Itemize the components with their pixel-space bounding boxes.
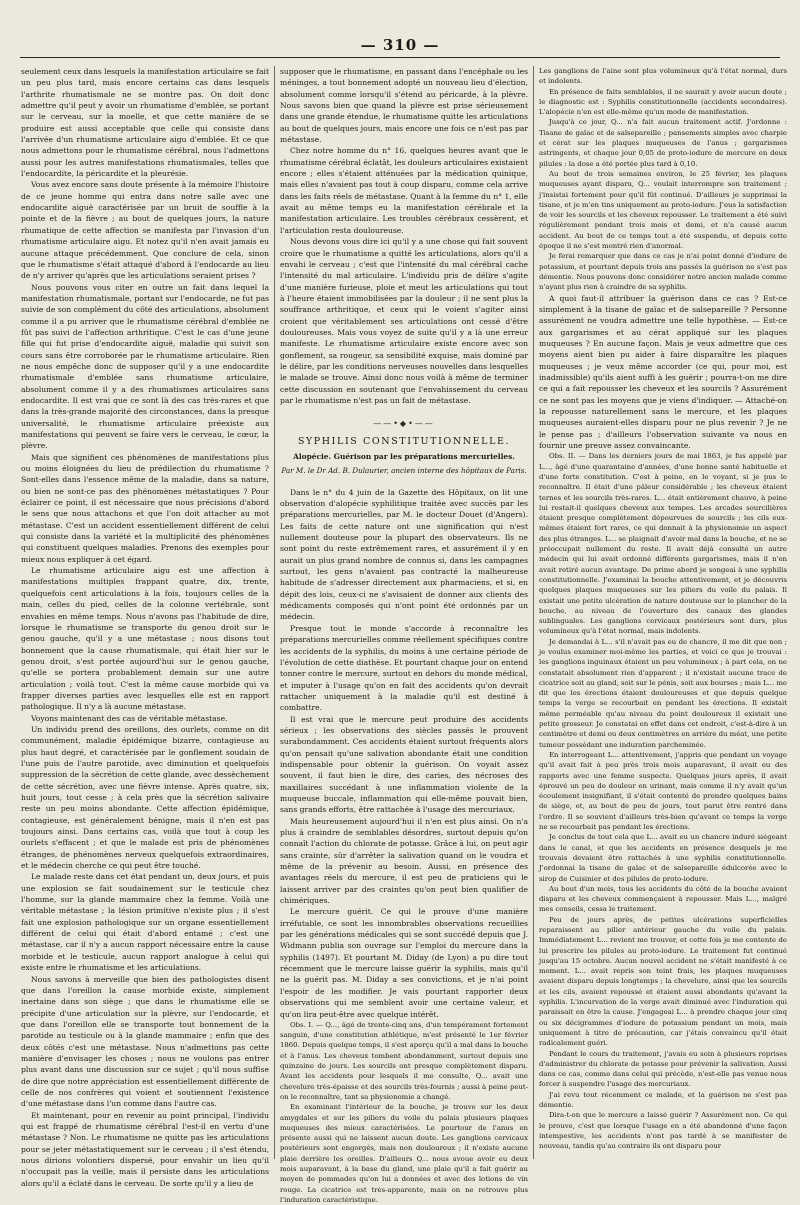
paragraph: supposer que le rhumatisme, en passant dans l'encéphale ou les méninges, a tout bonnement adopté un nouveau lieu d'élection, absolument comme lorsqu'il s'étend au péricarde, à la plèvre. Nous savons bien que quand la plèvre est prise sérieusement dans une grande étendue, le rhumatisme quitte les articulations au bout de quelques jours, mais encore une fois ce n'est pas par métastase. — [280, 67, 528, 145]
paragraph: Je conclus de tout cela que L... avait eu un chancre induré siégeant dans le canal, et que les accidents en présence desquels je me trouvais devaient être rattachés à une syphilis constitutionnelle. J'ordonnai la tisane de gaïac et de salsepareille édulcorée avec le sirop de Cuisinier et des pilules de proto-iodure. — [539, 833, 787, 883]
paragraph: Le malade reste dans cet état pendant un, deux jours, et puis une explosion se fait soudainement sur le testicule chez l'homme, sur la glande mammaire chez la femme. Voilà une véritable métastase ; la lésion primitive n'existe plus ; il s'est fait une explosion pathologique sur un organe essentiellement différent de celui qui était d'abord entamé ; c'est une métastase, car il n'y a aucun rapport nécessaire entre la cause morbide et le testicule, aucun rapport analogue à celui qui existe entre le rhumatisme et les articulations. — [21, 872, 269, 973]
section-subtitle: Alopécie. Guérison par les préparations mercurielles. — [293, 452, 515, 461]
paragraph: Et maintenant, pour en revenir au point principal, l'individu qui est frappé de rhumatisme cérébral l'est-il en vertu d'une métastase ? Non. Le rhumatisme ne quitte pas les articulations pour se jeter métastatiquement sur le cerveau ; il s'est étendu, nous dirions volontiers dispersé, pour envahir un lieu qu'il n'occupait pas la veille, mais il persiste dans les articulations alors qu'il a éclaté dans le cerveau. De sorte qu'il y a lieu de — [21, 1110, 269, 1188]
paragraph: Mais heureusement aujourd'hui il n'en est plus ainsi. On n'a plus à craindre de semblables désordres, surtout depuis qu'on connaît l'action du chlorate de potasse. Grâce à lui, on peut agir sans crainte, sûr d'arrêter la salivation quand on le voudra et même de la prévenir au besoin. Aussi, en présence des avantages réels du mercure, il est peu de praticiens qui le laissent arriver par des craintes qu'on peut bien qualifier de chimériques. — [280, 816, 528, 906]
paragraph: J'ai revu tout récemment ce malade, et la guérison ne s'est pas démentie. — [539, 1090, 787, 1110]
paragraph: Pendant le cours du traitement, j'avais eu soin à plusieurs reprises d'administrer du chlorate de potasse pour prévenir la salivation. Aussi dans ce cas, comme dans celui qui précède, n'est-elle pas venue nous forcer à suspendre l'usage des mercuriaux. — [539, 1049, 787, 1089]
paragraph: Obs. II. — Dans les derniers jours de mai 1863, je fus appelé par L..., âgé d'une quarantaine d'années, d'une bonne santé habituelle et d'une forte constitution. C'est à peine, en le voyant, si je pus le reconnaître. Il était d'une pâleur considérable ; les cheveux étaient ternes et les sourcils très-rares. L... était entièrement chauve, à peine lui restait-il quelques cheveux aux tempes. Les arcades sourcilières étaient presque complètement dépourvues de sourcils ; les cils eux-mêmes étaient fort rares, ce qui donnait à la physionomie un aspect des plus étranges. L... se plaignait d'avoir mal dans la bouche, et ne se préoccupait nullement du reste. Il avait déjà consulté un autre médecin qui lui avait ordonné différents gargarismes, mais il n'en avait retiré aucun avantage. De prime abord je songeai à une syphilis constitutionnelle. J'examinai la bouche attentivement, et je découvris quelques plaques muqueuses sur les piliers du voile du palais. Il existait une petite ulcération de nature douteuse sur le plancher de la bouche, au niveau de l'ouverture des canaux des glandes sublinguales. Les ganglions cervicaux postérieurs sont durs, plus volumineux qu'à l'état normal, mais indolents. — [539, 452, 787, 636]
paragraph: Mais que signifient ces phénomènes de manifestations plus ou moins éloignées du lieu de prédilection du rhumatisme ? Sont-elles dans l'essence même de la maladie, dans sa nature, ou bien ne sont-ce pas des phénomènes métastatiques ? Pour éclairer ce point, il est nécessaire que nous précisions d'abord le sens que nous attachons et que l'on doit attacher au mot métastase. C'est un accident essentiellement différent de celui qui consiste dans la variété et la multiplicité des phénomènes qui constituent quelques maladies. Prenons des exemples pour mieux nous expliquer à cet égard. — [21, 452, 269, 564]
section-title: SYPHILIS CONSTITUTIONNELLE. — [297, 435, 511, 447]
paragraph: Le rhumatisme articulaire aigu est une affection à manifestations multiples frappant quatre, dix, trente, quelquefois cent articulations à la fois, toujours celles de la main, celles du pied, celles de la colonne vertébrale, sont envahies en même temps. Nous n'avons pas l'habitude de dire, lorsque le rhumatisme se transporte du genou droit sur le genou gauche, qu'il y a une métastase ; nous disons tout bonnement que la cause rhumatismale, qui était hier sur le genou droit, s'est portée aujourd'hui sur le genou gauche, qu'elle se portera probablement demain sur une autre articulation ; voilà tout. C'est la même cause morbide qui va frapper diverses parties avec lesquelles elle est en rapport pathologique. Il n'y a là aucune métastase. — [21, 566, 269, 712]
paragraph: Voyons maintenant des cas de véritable métastase. — [31, 713, 228, 723]
column-1 — [21, 66, 269, 1188]
paragraph: Peu de jours après, de petites ulcérations superficielles reparaissent au pilier antérieur gauche du voile du palais. Immédiatement L... revient me trouver, et cette fois je me contente de lui prescrire les pilules au proto-iodure. Le traitement fut continué jusqu'au 15 octobre. Aucun nouvel accident ne s'était manifesté à ce moment. L... avait repris son teint frais, les plaques muqueuses avaient disparu depuis longtemps ; la chevelure, ainsi que les sourcils et les cils, avaient repoussé et étaient aussi abondants qu'avant la syphilis. L'incurvation de la verge avait diminué avec l'induration qui paraissait en être la cause. J'engageai L... à prendre chaque jour cinq ou six décigrammes d'iodure de potassium pendant un mois, mais uniquement à titre de précaution, car j'étais convaincu qu'il était radicalement guéri. — [539, 915, 787, 1048]
page-number: — 310 — — [360, 36, 440, 54]
header-rule — [20, 57, 780, 58]
paragraph: Vous avez encore sans doute présente à la mémoire l'histoire de ce jeune homme qui entra dans notre salle avec une endocardite aiguë caractérisée par un bruit de souffle à la pointe et de la fièvre ; au bout de quelques jours, la nature rhumatique de cette affection se manifesta par l'invasion d'un rhumatisme articulaire aigu. Et notez qu'il n'en avait jamais eu aucune attaque précédemment. Que conclure de cela, sinon que le rhumatisme s'était attaqué d'abord à l'endocarde au lieu de n'y arriver qu'après que les articulations seraient prises ? — [21, 180, 269, 281]
paragraph: Au bout d'un mois, tous les accidents du côté de la bouche avaient disparu et les cheveux commençaient à repousser. Mais L..., malgré mes conseils, cessa le traitement. — [539, 884, 787, 914]
column-separator — [533, 66, 534, 1159]
paragraph: seulement ceux dans lesquels la manifestation articulaire se fait un peu plus tard, mais encore certains cas dans lesquels l'arthrite rhumatismale ne se montre pas. On doit donc admettre qu'il peut y avoir un rhumatisme d'emblée, se portant sur le cerveau, sur la moelle, et que cette manière de se produire est aussi acceptable que celle qui consiste dans l'arrivée d'un rhumatisme articulaire aigu d'emblée. Et ce que nous admettons pour le rhumatisme cérébral, nous l'admettons aussi pour les autres manifestations rhumatismales, telles que l'endocardite, la péricardite et la pleurésie. — [21, 67, 269, 179]
paragraph: Chez notre homme du n° 16, quelques heures avant que le rhumatisme cérébral éclatât, les douleurs articulaires existaient encore ; elles s'étaient atténuées par la médication quinique, mais elles n'avaient pas tout à coup disparu, comme cela arrive dans les faits réels de métastase. Quant à la femme du n° 1, elle avait au même temps eu la manifestation cérébrale et la manifestation articulaire. Les troubles cérébraux cessèrent, et l'articulation resta douloureuse. — [280, 146, 528, 235]
paragraph: Au bout de trois semaines environ, le 25 février, les plaques muqueuses ayant disparu, Q... voulait interrompre son traitement ; j'insistai fortement pour qu'il fût continué. D'ailleurs je supprimai la tisane, et je m'en tins uniquement au proto-iodure. J'eus la satisfaction de voir les sourcils et les cheveux repousser. Le traitement a été suivi régulièrement pendant trois mois et demi, et n'a causé aucun accident. Au bout de ce temps tout a été suspendu, et depuis cette époque il ne s'est montré rien d'anormal. — [539, 169, 787, 251]
paragraph: Les ganglions de l'aine sont plus volumineux qu'à l'état normal, durs et indolents. — [539, 67, 787, 86]
paragraph: Jusqu'à ce jour, Q... n'a fait aucun traitement actif. J'ordonne : Tisane de gaïac et de salsepareille ; pansements simples avec charpie et cérat sur les plaques muqueuses de l'anus ; gargarismes astringents, et chaque jour 0,05 de proto-iodure de mercure en deux pilules : la dose a été portée plus tard à 0,10. — [539, 118, 787, 168]
column-separator — [274, 66, 275, 1159]
paragraph: Dans le n° du 4 juin de la Gazette des Hôpitaux, on lit une observation d'alopécie syphilitique traitée avec succès par les préparations mercurielles, par M. le docteur Douet (d'Angers). Les faits de cette nature ont une signification qui n'est nullement douteuse pour la plupart des observateurs. Ils ne sont point du reste extrêmement rares, et assurément il y en aurait un plus grand nombre de connus si, dans les campagnes surtout, les gens n'avaient pas contracté la malheureuse habitude de s'adresser directement aux pharmaciens, et si, en dépit des lois, ceux-ci ne s'avisaient de donner aux clients des médicaments composés qui n'ont point été ordonnés par un médecin. — [280, 487, 528, 622]
paragraph: Presque tout le monde s'accorde à reconnaître les préparations mercurielles comme réellement spécifiques contre les accidents de la syphilis, du moins à une certaine période de l'évolution de cette diathèse. Et pourtant chaque jour on entend tonner contre le mercure, surtout en dehors du monde médical, et imputer à l'usage qu'on en fait des accidents qu'on devrait rattacher uniquement à la maladie qu'il est destiné à combattre. — [280, 623, 528, 713]
paragraph: Je ferai remarquer que dans ce cas je n'ai point donné d'iodure de potassium, et pourtant depuis trois ans passés la guérison ne s'est pas démentie. Nous pouvons donc considérer notre ancien malade comme n'ayant plus rien à craindre de sa syphilis. — [539, 252, 787, 292]
paragraph: Dira-t-on que le mercure a laissé guérir ? Assurément non. Ce qui le prouve, c'est que lorsque l'usage en a été abandonné d'une façon intempestive, les accidents n'ont pas tardé à se manifester de nouveau, tandis qu'au contraire ils ont disparu pour — [539, 1111, 787, 1151]
paragraph: Obs. I. — Q..., âgé de trente-cinq ans, d'un tempérament fortement sanguin, d'une constitution athlétique, m'est présenté le 1er février 1860. Depuis quelque temps, il s'est aperçu qu'il a mal dans la bouche et à l'anus. Les cheveux tombent abondamment, surtout depuis une quinzaine de jours. Les sourcils ont presque complètement disparu. Avant les accidents pour lesquels il me consulte, Q... avait une chevelure très-épaisse et des sourcils très-fournis ; aussi à peine peut-on le reconnaître, tant sa physionomie a changé. — [280, 1020, 528, 1101]
paragraph: Je demandai à L... s'il n'avait pas eu de chancre, il me dit que non ; je voulus examiner moi-même les parties, et voici ce que je trouvai : les ganglions inguinaux étaient un peu volumineux ; à part cela, on ne constatait absolument rien d'apparent ; il n'existait aucune trace de cicatrice soit au gland, soit sur le pénis, soit aux bourses ; mais L... me dit que les érections étaient douloureuses et que depuis quelque temps la verge se recourbait en pendant les érections. Il existait même perméable qu'au niveau du point douloureux il existait une petite grosseur. Je constatai en effet dans cet endroit, c'est-à-dire à un centimètre et demi ou deux centimètres en arrière du méat, une petite tumeur possédant une induration parcheminée. — [539, 637, 787, 749]
section-author: Par M. le Dr Ad. B. Dulaurier, ancien interne des hôpitaux de Paris. — [281, 466, 527, 476]
column-3 — [539, 66, 787, 1161]
column-2 — [280, 66, 528, 1204]
paragraph: Il est vrai que le mercure peut produire des accidents sérieux ; les observations des siècles passés le prouvent surabondamment. Ces accidents étaient surtout fréquents alors qu'on pensait qu'une salivation abondante était une condition indispensable pour obtenir la guérison. On voyait assez souvent, il faut bien le dire, des caries, des nécroses des maxillaires succédant à une inflammation violente de la muqueuse buccale, inflammation qui elle-même pouvait bien, sans grands efforts, être rattachée à l'usage des mercuriaux. — [280, 714, 528, 815]
paragraph: En interrogeant L... attentivement, j'appris que pendant un voyage qu'il avait fait à peu près trois mois auparavant, il avait eu des rapports avec une femme suspecte. Quelques jours après, il avait éprouvé un peu de douleur en urinant, mais comme il n'y avait qu'un écoulement insignifiant, il s'était contenté de prendre quelques bains de siège, et, au bout de peu de jours, tout parut être rentré dans l'ordre. Il se souvient d'ailleurs très-bien qu'avant ce temps la verge ne se recourbait pas pendant les érections. — [539, 750, 787, 832]
paragraph: A quoi faut-il attribuer la guérison dans ce cas ? Est-ce simplement à la tisane de gaïac et de salsepareille ? Personne assurément ne voudra admettre une telle hypothèse. — Est-ce aux gargarismes et au cérat appliqué sur les plaques muqueuses ? En aucune façon. Mais je veux admettre que ces moyens aient bien pu aider à faire disparaître les plaques muqueuses ; je veux même accorder (ce qui, pour moi, est inadmissible) qu'ils aient suffi à les guérir ; pourra-t-on me dire ce qui a fait repousser les cheveux et les sourcils ? Assurément ce ne sont pas les moyens que je viens d'indiquer. — Attaché-on la repousse naturellement sans le mercure, et les plaques muqueuses auraient-elles disparu pour ne plus revenir ? Je ne le pense pas ; d'ailleurs l'observation suivante va nous en fournir une preuve assez convaincante. — [539, 293, 787, 450]
paragraph: Nous devons vous dire ici qu'il y a une chose qui fait souvent croire que le rhumatisme a quitté les articulations, alors qu'il a envahi le cerveau ; c'est que l'intensité du mal cérébral cache l'intensité du mal articulaire. L'individu pris de délire s'agite d'une manière furieuse, ploie et meut les articulations qui tout à l'heure étaient immobilisées par la douleur ; il ne sent plus la souffrance arthritique, et ceux qui le voient s'agiter ainsi croient que véritablement ses articulations ont cessé d'être douloureuses. Mais vous voyez de suite qu'il y a là une erreur manifeste. Le rhumatisme articulaire existe encore avec son gonflement, sa rougeur, sa sensibilité exquise, mais dominé par le délire, par les conditions nerveuses nouvelles dans lesquelles le malade se trouve. Ainsi donc nous voilà à même de terminer cette discussion en soutenant que l'envahissement du cerveau par le rhumatisme n'est pas un fait de métastase. — [280, 237, 528, 405]
section-ornament: ——•◆•—— — [373, 419, 435, 429]
paragraph: Nous savons à merveille que bien des pathologistes disent que dans l'oreillon la cause morbide existe, simplement inertaine dans son siège ; que dans le rhumatisme elle se précipite d'une articulation sur la plèvre, sur l'endocarde, et que dans l'oreillon elle se transporte tout bonnement de la parotide au testicule ou à la glande mammaire ; enfin que des deux côtés c'est une métastase. Nous n'admettons pas cette manière d'envisager les choses ; nous ne voulons pas entrer plus avant dans une discussion sur ce sujet ; qu'il nous suffise de dire que notre appréciation est essentiellement différente de celle de nos confrères qui voient et soutiennent l'existence d'une métastase dans l'un comme dans l'autre cas. — [21, 974, 269, 1109]
paragraph: Un individu prend des oreillons, des ourlets, comme on dit communément, maladie épidémique bizarre, contagieuse au plus haut degré, et caractérisée par le gonflement soudain de l'une puis de l'autre parotide, avec diminution et quelquefois suppression de la sécrétion de cette glande, avec dessèchement de cette sécrétion, avec une fièvre intense. Après quatre, six, huit jours, tout cesse ; à cela près que la sécrétion salivaire reste un peu moins abondante. Cette affection épidémique, contagieuse, est généralement bénigne, mais il n'en est pas toujours ainsi. Dans certains cas, voilà que tout à coup les ourlets s'effacent ; et que le malade est pris de phénomènes étranges, de phénomènes nerveux quelquefois extraordinaires, et le médecin cherche ce qui peut être touché. — [21, 724, 269, 871]
paragraph: En présence de faits semblables, il ne saurait y avoir aucun doute ; le diagnostic est : Syphilis constitutionnelle (accidents secondaires). L'alopécie n'en est elle-même qu'un mode de manifestation. — [539, 87, 787, 117]
paragraph: Le mercure guérit. Ce qui le prouve d'une manière irréfutable, ce sont les innombrables observations recueillies par les générations médicales qui se sont succédé depuis que J. Widmann publia son ouvrage sur l'emploi du mercure dans la syphilis (1497). Et pourtant M. Diday (de Lyon) a pu dire tout récemment que le mercure laisse guérir la syphilis, mais qu'il ne la guérit pas. M. Diday a ses convictions, et je n'ai point l'espoir de les modifier. Je vais pourtant rapporter deux observations qui me semblent avoir une certaine valeur, et qu'on lira peut-être avec quelque intérêt. — [280, 907, 528, 1019]
paragraph: En examinant l'intérieur de la bouche, je trouve sur les deux amygdales et sur les piliers du voile du palais plusieurs plaques muqueuses des mieux caractérisées. Le pourtour de l'anus en présente aussi qui ne laissent aucun doute. Les ganglions cervicaux postérieurs sont engorgés, mais non douloureux ; il n'existe aucune plaie derrière les oreilles. D'ailleurs Q... nous avoue avoir eu deux mois auparavant, à la base du gland, une plaie qu'il a fait guérir au moyen de pommades qu'on lui a données et avec des lotions de vin rouge. La cicatrice est très-apparente, mais on ne retrouve plus l'induration caractéristique. — [280, 1103, 528, 1204]
paragraph: Nous pouvons vous citer en outre un fait dans lequel la manifestation rhumatismale, portant sur l'endocarde, ne fut pas suivie de son complément du côté des articulations, absolument comme il a pu arriver que le rhumatisme cérébral d'emblée ne fût pas suivi de l'affection arthritique. C'est le cas d'une jeune fille qui fut prise d'endocardite aiguë, maladie qui suivit son cours sans être corroborée par le rhumatisme articulaire. Rien ne nous empêche donc de supposer qu'il y a une endocardite rhumatismale d'emblée sans rhumatisme articulaire, absolument comme il y a des rhumatismes articulaires sans endocardite. Il est vrai que ce sont là des cas très-rares et que dans la très-grande majorité des circonstances, dans la presque universalité, le rhumatisme articulaire préexiste aux manifestations qui peuvent se faire vers le cerveau, le cœur, la plèvre. — [21, 282, 269, 451]
